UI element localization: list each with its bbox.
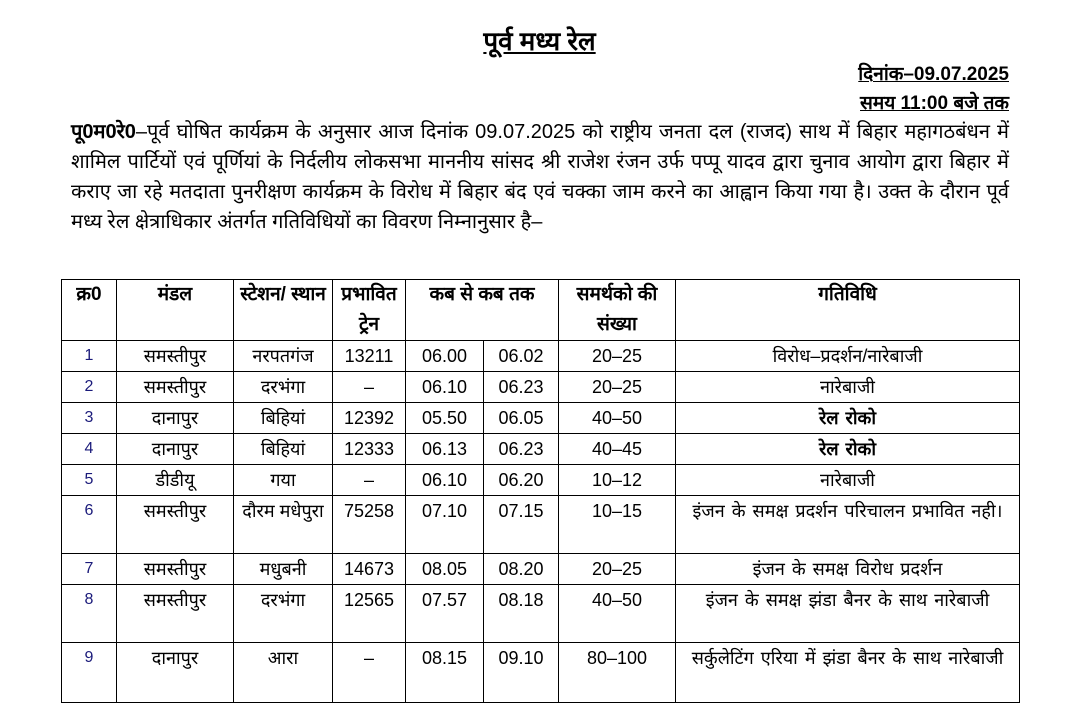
- row-count: 80–100: [559, 643, 676, 703]
- table-row: [62, 372, 1020, 403]
- table-row: [62, 554, 1020, 585]
- row-time-to: 06.05: [484, 403, 559, 434]
- row-activity: रेल रोको: [676, 403, 1020, 434]
- row-time-to: 06.20: [484, 465, 559, 496]
- row-activity: इंजन के समक्ष झंडा बैनर के साथ नारेबाजी: [676, 585, 1020, 643]
- row-train: –: [333, 465, 406, 496]
- row-sn: 7: [62, 554, 117, 585]
- row-station: दौरम मधेपुरा: [234, 496, 333, 554]
- header-sn: क्र0: [62, 280, 117, 341]
- table-header-row: [62, 280, 1020, 341]
- row-count: 40–50: [559, 585, 676, 643]
- row-sn: 4: [62, 434, 117, 465]
- row-train: 14673: [333, 554, 406, 585]
- row-time-from: 08.05: [406, 554, 484, 585]
- row-sn: 2: [62, 372, 117, 403]
- table-row: [62, 341, 1020, 372]
- row-time-to: 09.10: [484, 643, 559, 703]
- row-train: 75258: [333, 496, 406, 554]
- intro-lead: पू0म0रे0: [71, 121, 136, 143]
- row-time-from: 05.50: [406, 403, 484, 434]
- row-train: 12392: [333, 403, 406, 434]
- row-sn: 9: [62, 643, 117, 703]
- row-time-from: 07.57: [406, 585, 484, 643]
- header-station: स्टेशन/ स्थान: [234, 280, 333, 341]
- row-time-from: 08.15: [406, 643, 484, 703]
- row-station: आरा: [234, 643, 333, 703]
- row-time-from: 06.00: [406, 341, 484, 372]
- row-division: दानापुर: [117, 403, 234, 434]
- row-division: समस्तीपुर: [117, 554, 234, 585]
- date-line: दिनांक–09.07.2025: [858, 64, 1009, 85]
- row-count: 20–25: [559, 372, 676, 403]
- row-station: बिहियां: [234, 403, 333, 434]
- row-station: नरपतगंज: [234, 341, 333, 372]
- row-time-to: 06.23: [484, 372, 559, 403]
- row-activity: रेल रोको: [676, 434, 1020, 465]
- activity-table: [61, 279, 1020, 703]
- intro-text: –पूर्व घोषित कार्यक्रम के अनुसार आज दिनांक 09.07.2025 को राष्ट्रीय जनता दल (राजद) साथ में बिहार महागठबंधन में शामिल पार्टियों एवं पूर्णियां के निर्दलीय लोकसभा माननीय सांसद श्री राजेश रंजन उर्फ पप्पू यादव द्वारा चुनाव आयोग द्वारा बिहार में कराए जा रहे मतदाता पुनरीक्षण कार्यक्रम के विरोध में बिहार बंद एवं चक्का जाम करने का आह्वान किया गया है। उक्त के दौरान पूर्व मध्य रेल क्षेत्राधिकार अंतर्गत गतिविधियों का विवरण निम्नानुसार है–: [71, 121, 1009, 233]
- table-row: [62, 585, 1020, 643]
- row-station: दरभंगा: [234, 585, 333, 643]
- row-train: –: [333, 372, 406, 403]
- header-time: कब से कब तक: [406, 280, 559, 341]
- row-time-to: 07.15: [484, 496, 559, 554]
- row-time-to: 08.20: [484, 554, 559, 585]
- row-time-to: 08.18: [484, 585, 559, 643]
- table-row: [62, 465, 1020, 496]
- page-title: पूर्व मध्य रेल: [483, 26, 596, 56]
- row-train: –: [333, 643, 406, 703]
- row-division: समस्तीपुर: [117, 496, 234, 554]
- table-row: [62, 643, 1020, 703]
- row-time-from: 06.10: [406, 372, 484, 403]
- row-station: दरभंगा: [234, 372, 333, 403]
- row-activity: इंजन के समक्ष प्रदर्शन परिचालन प्रभावित नही।: [676, 496, 1020, 554]
- row-count: 40–45: [559, 434, 676, 465]
- row-activity: इंजन के समक्ष विरोध प्रदर्शन: [676, 554, 1020, 585]
- row-division: समस्तीपुर: [117, 372, 234, 403]
- row-count: 20–25: [559, 554, 676, 585]
- row-sn: 8: [62, 585, 117, 643]
- row-time-from: 07.10: [406, 496, 484, 554]
- row-division: समस्तीपुर: [117, 341, 234, 372]
- row-station: बिहियां: [234, 434, 333, 465]
- row-activity: सर्कुलेटिंग एरिया में झंडा बैनर के साथ नारेबाजी: [676, 643, 1020, 703]
- row-train: 12565: [333, 585, 406, 643]
- row-sn: 6: [62, 496, 117, 554]
- row-count: 10–12: [559, 465, 676, 496]
- intro-paragraph: [71, 117, 1009, 237]
- row-time-to: 06.02: [484, 341, 559, 372]
- row-sn: 3: [62, 403, 117, 434]
- table-row: [62, 434, 1020, 465]
- time-line: समय 11:00 बजे तक: [860, 93, 1009, 114]
- row-count: 40–50: [559, 403, 676, 434]
- header-count: समर्थको की संख्या: [559, 280, 676, 341]
- header-activity: गतिविधि: [676, 280, 1020, 341]
- row-activity: नारेबाजी: [676, 465, 1020, 496]
- row-time-to: 06.23: [484, 434, 559, 465]
- row-activity: नारेबाजी: [676, 372, 1020, 403]
- header-train: प्रभावित ट्रेन: [333, 280, 406, 341]
- row-sn: 5: [62, 465, 117, 496]
- header-division: मंडल: [117, 280, 234, 341]
- row-division: डीडीयू: [117, 465, 234, 496]
- row-time-from: 06.13: [406, 434, 484, 465]
- row-time-from: 06.10: [406, 465, 484, 496]
- row-count: 10–15: [559, 496, 676, 554]
- table-row: [62, 496, 1020, 554]
- row-division: दानापुर: [117, 643, 234, 703]
- row-sn: 1: [62, 341, 117, 372]
- row-station: गया: [234, 465, 333, 496]
- row-station: मधुबनी: [234, 554, 333, 585]
- row-train: 12333: [333, 434, 406, 465]
- row-division: दानापुर: [117, 434, 234, 465]
- row-activity: विरोध–प्रदर्शन/नारेबाजी: [676, 341, 1020, 372]
- table-row: [62, 403, 1020, 434]
- row-train: 13211: [333, 341, 406, 372]
- row-division: समस्तीपुर: [117, 585, 234, 643]
- row-count: 20–25: [559, 341, 676, 372]
